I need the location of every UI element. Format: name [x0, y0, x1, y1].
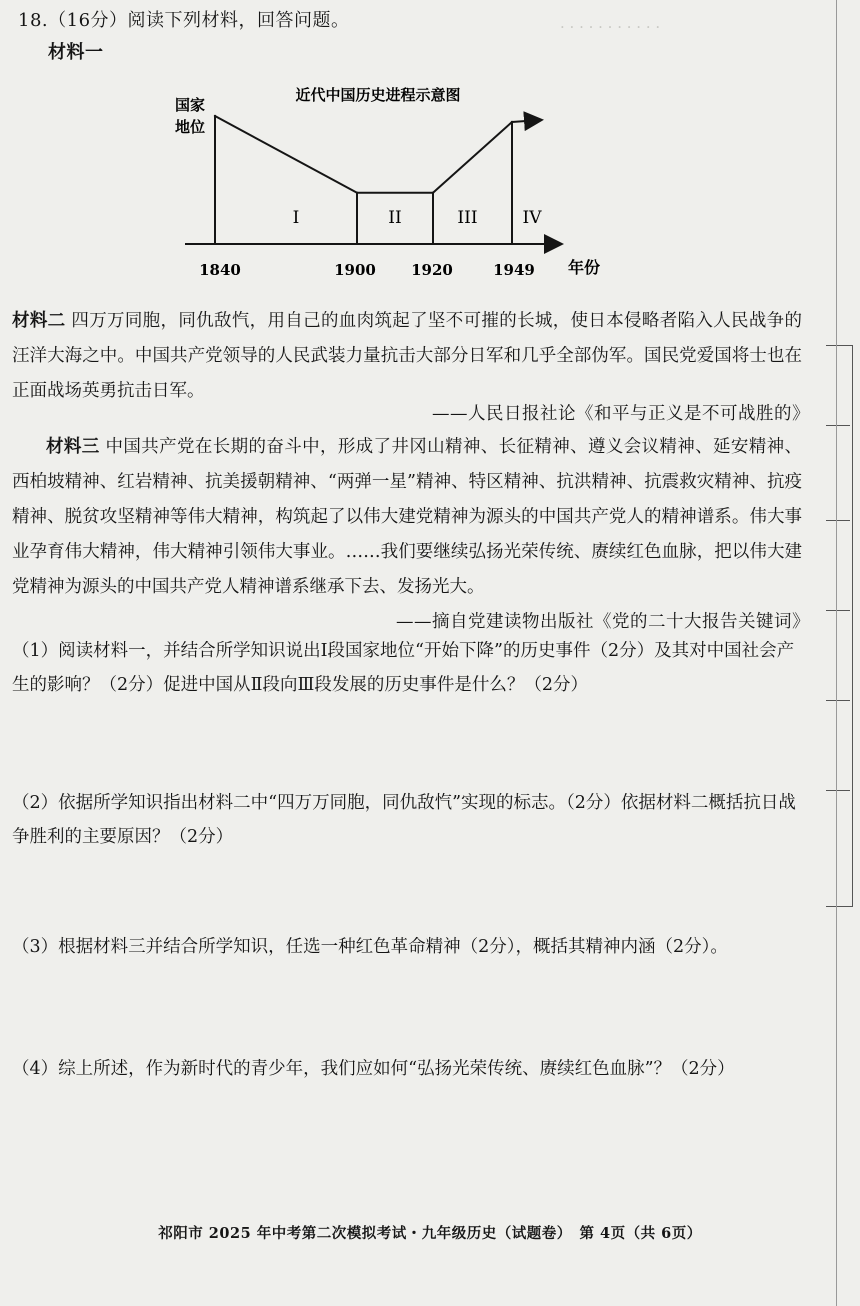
sub-question-3: （3）根据材料三并结合所学知识，任选一种红色革命精神（2分），概括其精神内涵（2分）。	[12, 937, 728, 957]
stage-label: II	[388, 208, 402, 228]
bleed-through-tick	[826, 425, 850, 426]
series-segment-decline	[215, 116, 357, 193]
material3-source: ——摘自党建读物出版社《党的二十大报告关键词》	[396, 612, 810, 632]
material3-text: 中国共产党在长期的奋斗中，形成了井冈山精神、长征精神、遵义会议精神、延安精神、西柏坡精神、红岩精神、抗美援朝精神、“两弹一星”精神、特区精神、抗洪精神、抗震救灾精神、抗疫精神、脱贫攻坚精神等伟大精神，构筑起了以伟大建党精神为源头的中国共产党人的精神谱系。伟大事业孕育伟大精神，伟大精神引领伟大事业。……我们要继续弘扬光荣传统、赓续红色血脉，把以伟大建党精神为源头的中国共产党人精神谱系继承下去、发扬光大。	[12, 437, 802, 597]
material3-label: 材料三	[46, 437, 100, 457]
series-point	[356, 192, 358, 194]
question-header: 18.（16分）阅读下列材料，回答问题。	[18, 10, 350, 31]
stage-label: I	[292, 208, 300, 228]
bleed-through-tick	[826, 790, 850, 791]
series-point	[511, 121, 513, 123]
series-point	[214, 115, 216, 117]
sub-question-4: （4）综上所述，作为新时代的青少年，我们应如何“弘扬光荣传统、赓续红色血脉”？（2分）	[12, 1059, 735, 1079]
y-axis-label-line2: 地位	[175, 118, 206, 136]
bleed-through-text: · · · · · · · · · · ·	[560, 18, 661, 36]
bleed-through-tick	[826, 610, 850, 611]
bleed-through-bracket	[826, 345, 853, 907]
x-axis-label: 年份	[568, 258, 601, 277]
bleed-through-tick	[826, 520, 850, 521]
x-tick-label: 1920	[411, 261, 453, 279]
bleed-through-tick	[826, 700, 850, 701]
material3-paragraph	[12, 430, 802, 605]
sub-question-1: （1）阅读材料一，并结合所学知识说出Ⅰ段国家地位“开始下降”的历史事件（2分）及其对中国社会产生的影响？（2分）促进中国从Ⅱ段向Ⅲ段发展的历史事件是什么？（2分）	[12, 641, 795, 695]
x-tick-label: 1900	[334, 261, 376, 279]
material2-paragraph	[12, 304, 802, 409]
x-tick-label: 1949	[493, 261, 535, 279]
y-axis-label-line1: 国家	[175, 96, 206, 114]
material2-text: 四万万同胞，同仇敌忾，用自己的血肉筑起了坚不可摧的长城，使日本侵略者陷入人民战争的汪洋大海之中。中国共产党领导的人民武装力量抗击大部分日军和几乎全部伪军。国民党爱国将士也在正面战场英勇抗击日军。	[12, 311, 802, 401]
material2-label: 材料二	[12, 311, 66, 331]
x-tick-label: 1840	[199, 261, 241, 279]
stage-label: IV	[522, 208, 542, 228]
series-segment-rise-arrow	[512, 120, 540, 122]
sub-question-2: （2）依据所学知识指出材料二中“四万万同胞，同仇敌忾”实现的标志。（2分）依据材料二概括抗日战争胜利的主要原因？（2分）	[12, 793, 796, 847]
chart-title: 近代中国历史进程示意图	[295, 86, 461, 104]
stage-label: III	[457, 208, 478, 228]
material2-source: ——人民日报社论《和平与正义是不可战胜的》	[432, 404, 810, 424]
series-point	[432, 192, 434, 194]
series-segment-rise	[433, 122, 512, 193]
page-footer: 祁阳市 2025 年中考第二次模拟考试・九年级历史（试题卷） 第 4页（共 6页）	[158, 1225, 702, 1242]
material1-label: 材料一	[48, 42, 104, 63]
